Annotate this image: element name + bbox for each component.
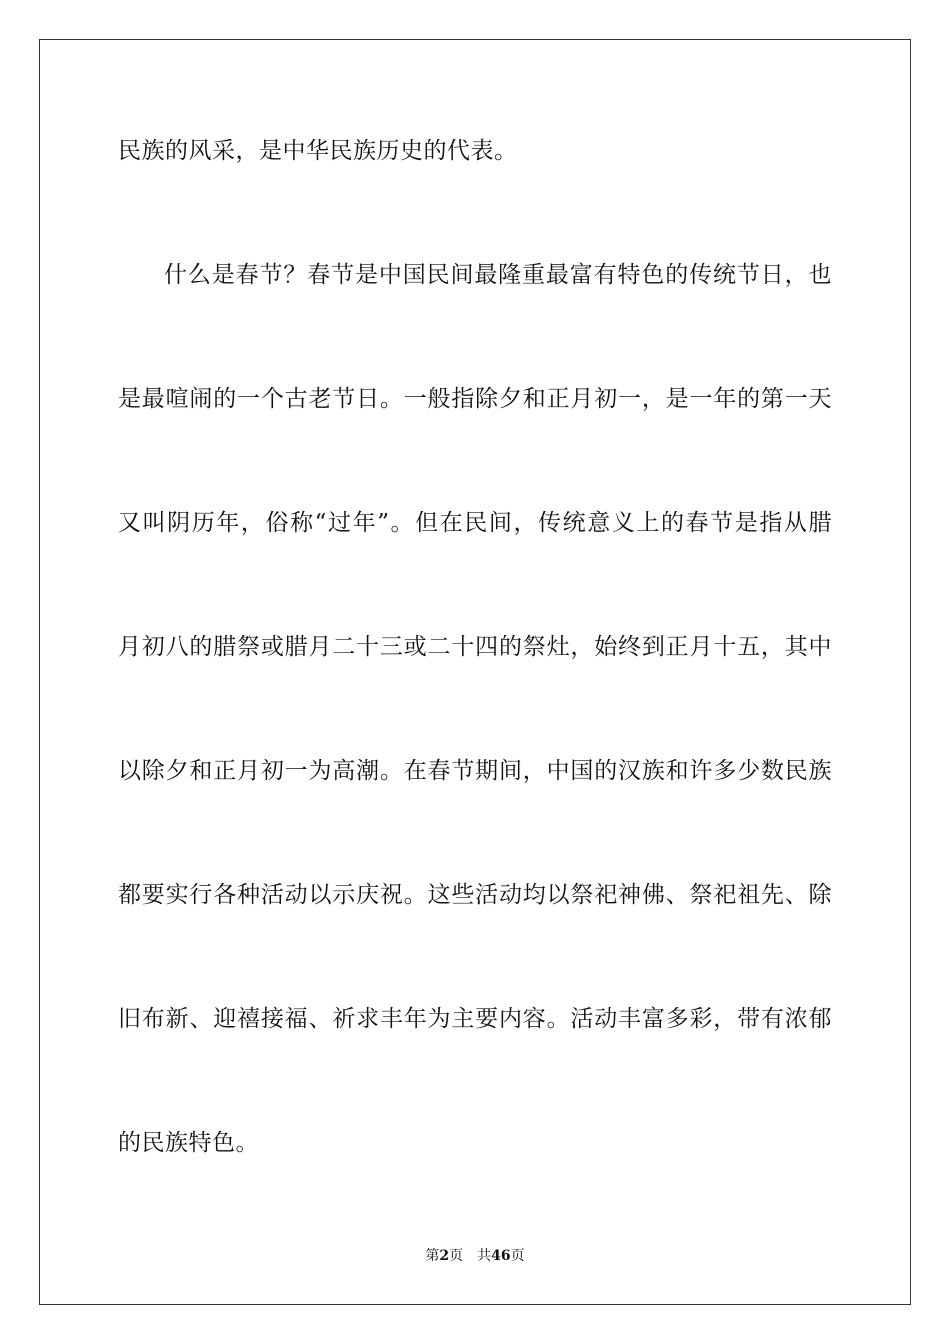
- paragraph-line-9: 的民族特色。: [118, 1130, 259, 1156]
- paragraph-line-8: 旧布新、迎禧接福、祈求丰年为主要内容。活动丰富多彩，带有浓郁: [118, 1006, 832, 1032]
- paragraph-line-3: 是最喧闹的一个古老节日。一般指除夕和正月初一，是一年的第一天: [118, 386, 832, 412]
- total-suffix: 页: [510, 1248, 525, 1264]
- paragraph-line-4: 又叫阴历年，俗称“过年”。但在民间，传统意义上的春节是指从腊: [118, 510, 832, 536]
- page-prefix: 第: [425, 1248, 440, 1264]
- paragraph-line-7: 都要实行各种活动以示庆祝。这些活动均以祭祀神佛、祭祀祖先、除: [118, 882, 832, 908]
- page-footer: [0, 1247, 950, 1265]
- page-number: 2: [439, 1248, 450, 1264]
- total-pages: 46: [491, 1248, 511, 1264]
- paragraph-line-2: 什么是春节？春节是中国民间最隆重最富有特色的传统节日，也: [164, 262, 832, 288]
- total-prefix: 共: [477, 1248, 492, 1264]
- page-suffix: 页: [449, 1248, 464, 1264]
- paragraph-line-6: 以除夕和正月初一为高潮。在春节期间，中国的汉族和许多少数民族: [118, 758, 832, 784]
- paragraph-line-1: 民族的风采，是中华民族历史的代表。: [118, 138, 518, 164]
- paragraph-line-5: 月初八的腊祭或腊月二十三或二十四的祭灶，始终到正月十五，其中: [118, 634, 832, 660]
- page-border: [39, 39, 911, 1305]
